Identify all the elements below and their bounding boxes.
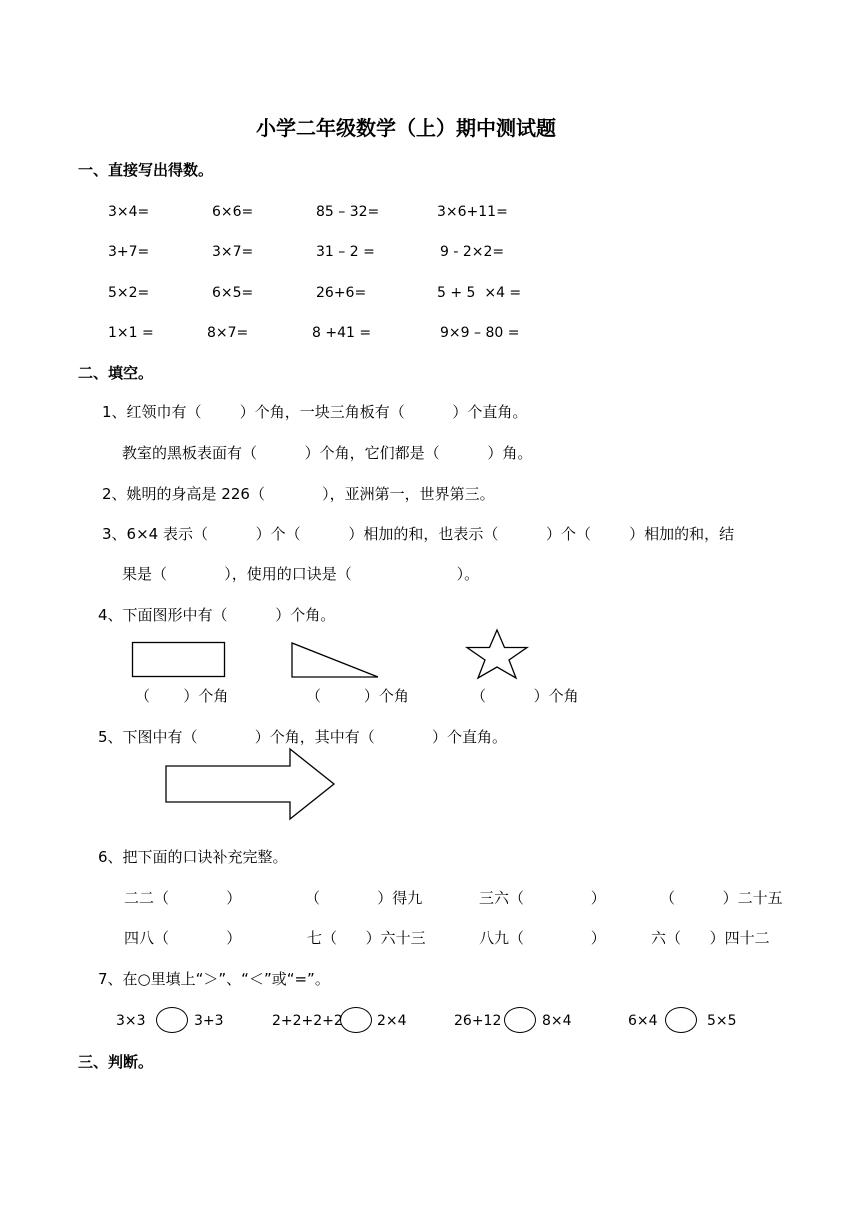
compare-left: 3×3 [116,1013,146,1029]
question-5: 5、下图中有（ ）个角，其中有（ ）个直角。 [98,728,507,746]
compare-left: 26+12 [454,1013,502,1029]
rhyme-item: 七（ ）六十三 [307,929,426,947]
compare-circle[interactable] [665,1007,697,1033]
arith-item: 5×2= [108,285,150,301]
compare-right: 3+3 [194,1013,224,1029]
arith-item: 8×7= [207,325,249,341]
arith-item: 8 +41 = [312,325,372,341]
arith-item: 26+6= [316,285,367,301]
star-figure [464,628,530,680]
arith-item: 3×7= [212,244,254,260]
arith-item: 1×1 = [108,325,154,341]
rhyme-item: 六（ ）四十二 [651,929,770,947]
section-3-heading: 三、判断。 [78,1053,154,1071]
question-3-line-2: 果是（ ），使用的口诀是（ ）。 [122,565,480,583]
arith-item: 9×9 – 80 = [440,325,520,341]
question-7: 7、在○里填上“＞”、“＜”或“=”。 [98,970,330,988]
compare-right: 2×4 [377,1013,407,1029]
angle-count-label: （ ）个角 [306,687,409,705]
rhyme-item: （ ）二十五 [660,889,783,907]
question-1-line-1: 1、红领巾有（ ）个角，一块三角板有（ ）个直角。 [102,403,528,421]
arith-item: 6×6= [212,204,254,220]
compare-right: 5×5 [707,1013,737,1029]
arith-item: 3+7= [108,244,150,260]
rhyme-item: 四八（ ） [124,929,242,947]
arith-item: 31 – 2 = [316,244,375,260]
arith-item: 6×5= [212,285,254,301]
compare-circle[interactable] [156,1007,188,1033]
rhyme-item: 三六（ ） [479,889,606,907]
rectangle-figure [131,641,227,679]
question-4: 4、下面图形中有（ ）个角。 [98,606,336,624]
question-3-line-1: 3、6×4 表示（ ）个（ ）相加的和，也表示（ ）个（ ）相加的和，结 [102,525,735,543]
arith-item: 5 + 5 ×4 = [437,285,522,301]
compare-circle[interactable] [340,1007,372,1033]
question-2: 2、姚明的身高是 226（ ），亚洲第一，世界第三。 [102,485,495,503]
right-triangle-figure [290,641,382,679]
page-title: 小学二年级数学（上）期中测试题 [256,116,556,140]
section-2-heading: 二、填空。 [78,364,154,382]
rhyme-item: （ ）得九 [305,889,423,907]
arith-item: 3×4= [108,204,150,220]
arrow-figure [164,747,338,821]
arith-item: 3×6+11= [437,204,508,220]
rhyme-item: 二二（ ） [124,889,242,907]
rhyme-item: 八九（ ） [479,929,606,947]
compare-circle[interactable] [504,1007,536,1033]
question-1-line-2: 教室的黑板表面有（ ）个角，它们都是（ ）角。 [122,444,533,462]
arith-item: 85 – 32= [316,204,380,220]
question-6: 6、把下面的口诀补充完整。 [98,848,288,866]
angle-count-label: （ ）个角 [135,687,229,705]
compare-left: 2+2+2+2 [272,1013,343,1029]
compare-left: 6×4 [628,1013,658,1029]
compare-right: 8×4 [542,1013,572,1029]
arith-item: 9 - 2×2= [440,244,505,260]
angle-count-label: （ ）个角 [471,687,579,705]
section-1-heading: 一、直接写出得数。 [78,161,214,179]
